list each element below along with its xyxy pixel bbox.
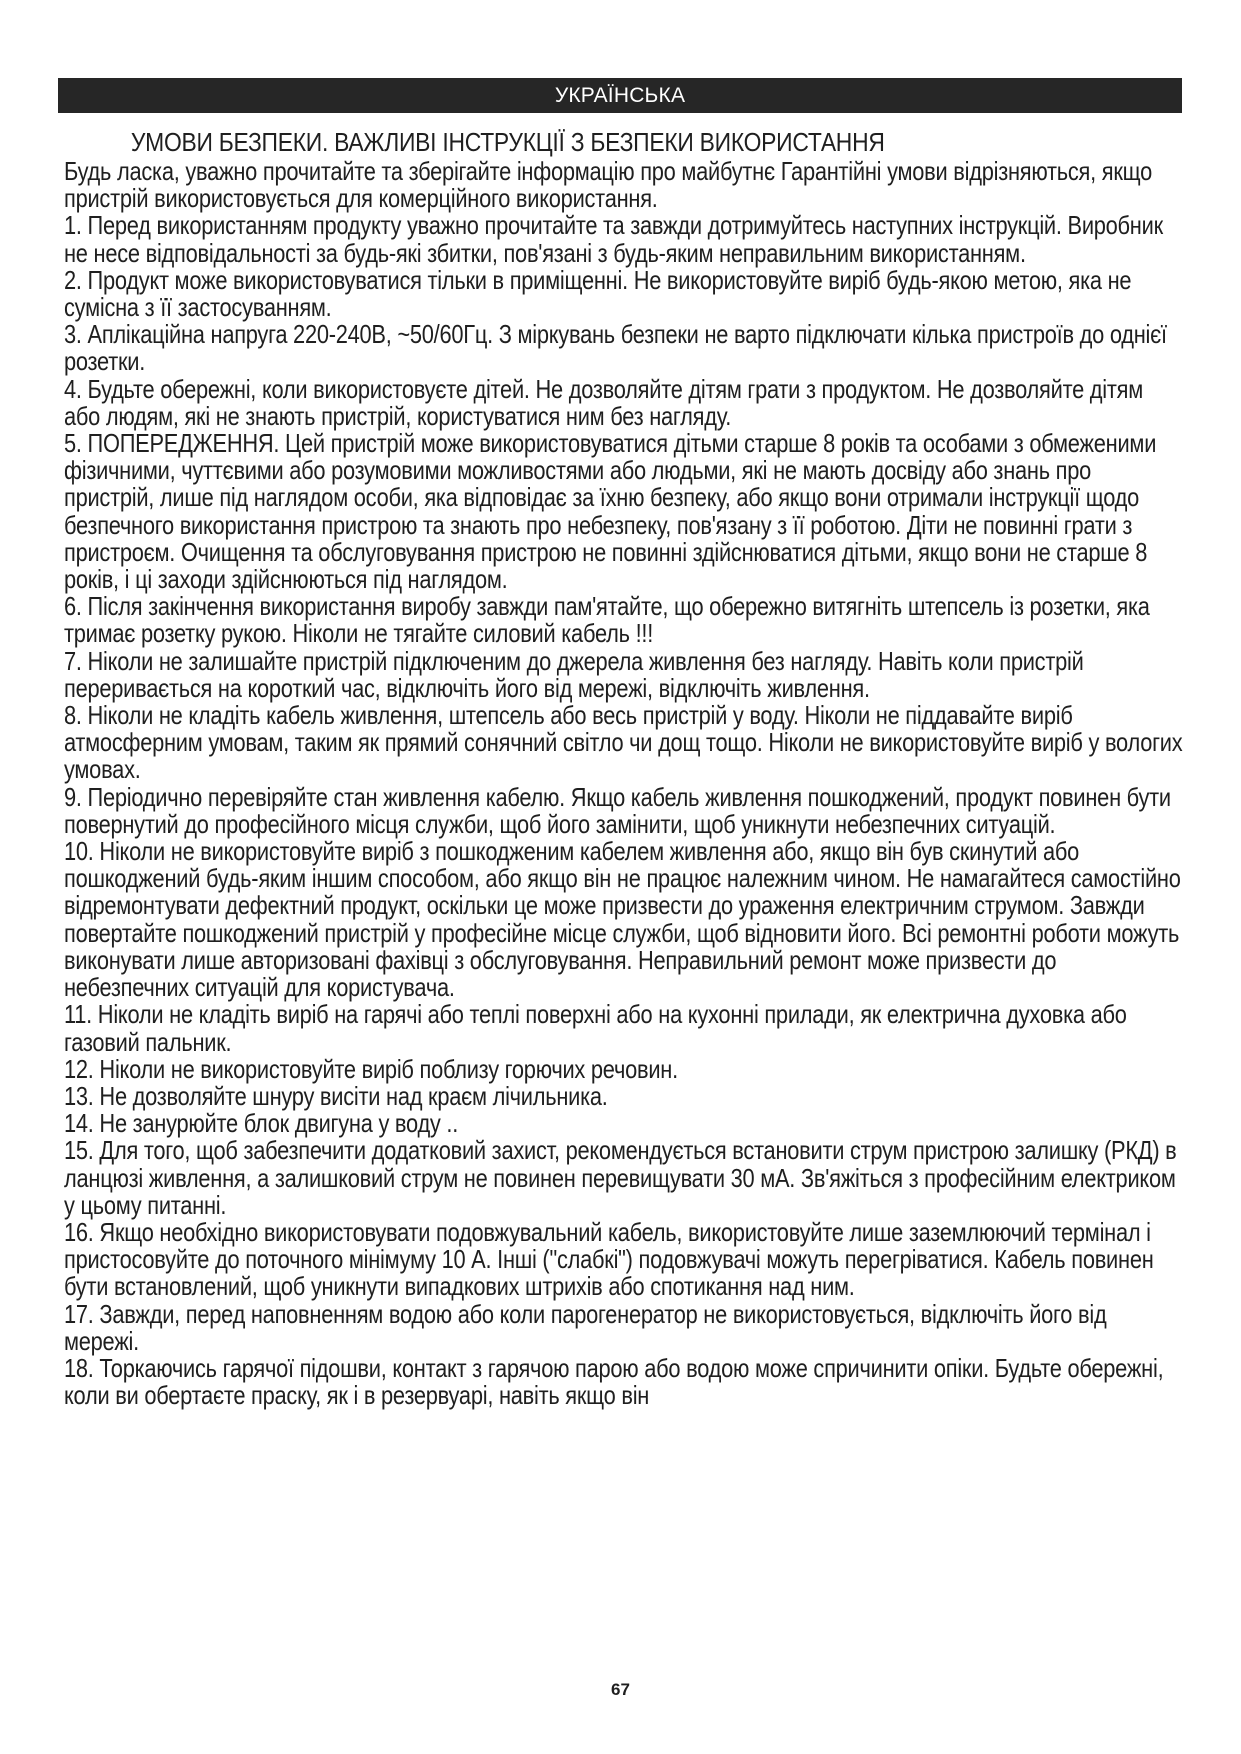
instruction-13: 13. Не дозволяйте шнуру висіти над краєм лічильника. — [64, 1080, 608, 1111]
page-number: 67 — [611, 1680, 630, 1699]
instruction-11: 11. Ніколи не кладіть виріб на гарячі або теплі поверхні або на кухонні прилади, як електрична духовка або газовий пальник. — [64, 999, 1127, 1057]
instruction-4: 4. Будьте обережні, коли використовуєте дітей. Не дозволяйте дітям грати з продуктом. Не дозволяйте дітям або людям, які не знають пристрій, користуватися ним без нагляду. — [64, 373, 1143, 431]
section-title: УМОВИ БЕЗПЕКИ. ВАЖЛИВІ ІНСТРУКЦІЇ З БЕЗПЕКИ ВИКОРИСТАННЯ — [130, 127, 885, 157]
document-body — [64, 128, 1184, 1409]
language-label: УКРАЇНСЬКА — [554, 84, 686, 107]
instruction-5: 5. ПОПЕРЕДЖЕННЯ. Цей пристрій може використовуватися дітьми старше 8 років та особами з обмеженими фізичними, чуттєвими або розумовими можливостями або людьми, які не мають досвіду або знань про пристрій, лише під наглядом особи, яка відповідає за їхню безпеку, або якщо вони отримали інструкції щодо безпечного використання пристрою та знають про небезпеку, пов'язану з її роботою. Діти не повинні грати з пристроєм. Очищення та обслуговування пристрою не повинні здійснюватися дітьми, якщо вони не старше 8 років, і ці заходи здійснюються під наглядом. — [64, 428, 1157, 595]
language-header-bar — [58, 78, 1182, 113]
instruction-2: 2. Продукт може використовуватися тільки в приміщенні. Не використовуйте виріб будь-якою метою, яка не сумісна з її застосуванням. — [64, 264, 1132, 323]
instruction-10: 10. Ніколи не використовуйте виріб з пошкодженим кабелем живлення або, якщо він був скинутий або пошкоджений будь-яким іншим способом, або якщо він не працює належним чином. Не намагайтеся самостійно відремонтувати дефектний продукт, оскільки це може призвести до ураження електричним струмом. Завжди повертайте пошкоджений пристрій у професійне місце служби, щоб відновити його. Всі ремонтні роботи можуть виконувати лише авторизовані фахівці з обслуговування. Неправильний ремонт може призвести до небезпечних ситуацій для користувача. — [64, 836, 1181, 1003]
instruction-3: 3. Аплікаційна напруга 220-240В, ~50/60Гц. З міркувань безпеки не варто підключати кілька пристроїв до однієї розетки. — [64, 319, 1167, 377]
instruction-6: 6. Після закінчення використання виробу завжди пам'ятайте, що обережно витягніть штепсель із розетки, яка тримає розетку рукою. Ніколи не тягайте силовий кабель !!! — [64, 591, 1150, 649]
instruction-7: 7. Ніколи не залишайте пристрій підключеним до джерела живлення без нагляду. Навіть коли пристрій переривається на короткий час, відключіть його від мережі, відключіть живлення. — [64, 645, 1084, 703]
instruction-9: 9. Періодично перевіряйте стан живлення кабелю. Якщо кабель живлення пошкоджений, продукт повинен бути повернутий до професійного місця служби, щоб його замінити, щоб уникнути небезпечних ситуацій. — [64, 781, 1171, 839]
instruction-16: 16. Якщо необхідно використовувати подовжувальний кабель, використовуйте лише заземлюючий термінал і пристосовуйте до поточного мінімуму 10 А. Інші ("слабкі") подовжувачі можуть перегріватися. Кабель повинен бути встановлений, щоб уникнути випадкових штрихів або спотикання над ним. — [64, 1216, 1154, 1302]
instruction-12: 12. Ніколи не використовуйте виріб поблизу горючих речовин. — [64, 1053, 678, 1084]
intro-paragraph: Будь ласка, уважно прочитайте та зберігайте інформацію про майбутнє Гарантійні умови відрізняються, якщо пристрій використовується для комерційного використання. — [64, 156, 1152, 214]
instruction-15: 15. Для того, щоб забезпечити додатковий захист, рекомендується встановити струм пристрою залишку (РКД) в ланцюзі живлення, а залишковий струм не повинен перевищувати 30 мА. Зв'яжіться з професійним електриком у цьому питанні. — [64, 1135, 1177, 1220]
instruction-18: 18. Торкаючись гарячої підошви, контакт з гарячою парою або водою може спричинити опіки. Будьте обережні, коли ви обертаєте праску, як і в резервуарі, навіть якщо він — [64, 1352, 1164, 1411]
instruction-1: 1. Перед використанням продукту уважно прочитайте та завжди дотримуйтесь наступних інструкцій. Виробник не несе відповідальності за будь-які збитки, пов'язані з будь-яким неправильним використанням. — [64, 210, 1163, 268]
instruction-17: 17. Завжди, перед наповненням водою або коли парогенератор не використовується, відключіть його від мережі. — [64, 1298, 1107, 1356]
instruction-8: 8. Ніколи не кладіть кабель живлення, штепсель або весь пристрій у воду. Ніколи не піддавайте виріб атмосферним умовам, таким як прямий сонячний світло чи дощ тощо. Ніколи не використовуйте виріб у вологих умовах. — [64, 700, 1183, 785]
instruction-14: 14. Не занурюйте блок двигуна у воду .. — [64, 1108, 459, 1139]
